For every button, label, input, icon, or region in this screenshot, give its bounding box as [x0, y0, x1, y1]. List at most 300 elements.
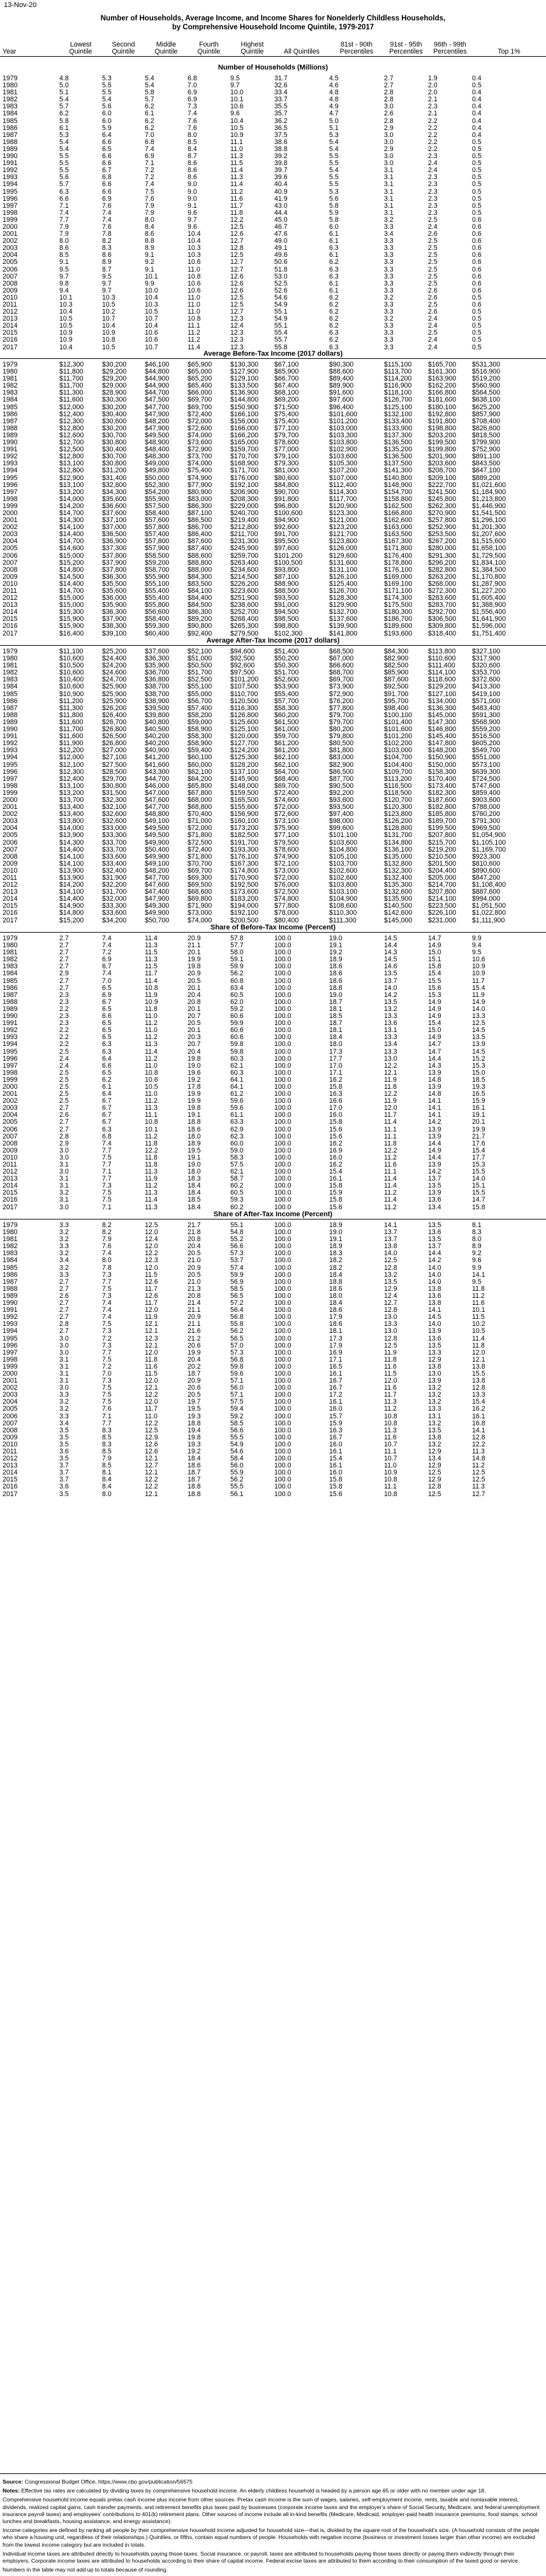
year-cell: 1982	[3, 1243, 18, 1251]
value-cell: 20.9	[188, 1378, 201, 1385]
table-row	[0, 588, 546, 595]
value-cell: $171,100	[384, 588, 413, 595]
value-cell: 3.2	[59, 1406, 69, 1413]
value-cell: 100.0	[274, 1034, 291, 1042]
value-cell: $123,300	[329, 509, 358, 517]
value-cell: $135,300	[384, 882, 413, 889]
value-cell: $204,400	[428, 867, 457, 875]
value-cell: $76,000	[274, 882, 299, 889]
value-cell: 11.4	[230, 167, 243, 175]
value-cell: $114,200	[384, 375, 412, 383]
value-cell: $638,100	[472, 397, 501, 404]
value-cell: 100.0	[274, 1182, 291, 1190]
value-cell: 3.7	[59, 1476, 69, 1484]
value-cell: $168,900	[230, 460, 259, 468]
note-paragraph: Individual income taxes are attributed directly to households paying those taxes. Social insurance, or payroll, taxes are attributed to households paying those taxes directly or paying them indirectly through their employers. Corporate income taxes are attributed to households according to their share of capital income. Federal excise taxes are attributed to them according to their consumption of the taxed good or service.	[3, 2550, 520, 2565]
year-cell: 2010	[3, 1154, 18, 1161]
value-cell: $36,500	[102, 531, 127, 539]
year-cell: 2007	[3, 846, 18, 854]
value-cell: 13.5	[428, 1222, 441, 1229]
value-cell: 11.3	[145, 1168, 158, 1176]
value-cell: $27,500	[102, 761, 127, 769]
value-cell: $890,600	[472, 867, 501, 875]
value-cell: 3.3	[384, 302, 394, 309]
value-cell: 8.3	[102, 245, 112, 252]
value-cell: 21.0	[188, 1257, 201, 1265]
value-cell: 11.7	[384, 1392, 397, 1399]
value-cell: $64,200	[188, 775, 212, 783]
value-cell: 7.4	[102, 935, 112, 942]
value-cell: $14,100	[59, 524, 84, 532]
year-cell: 1999	[3, 1363, 18, 1371]
value-cell: 13.9	[428, 1161, 441, 1168]
value-cell: 62.1	[230, 1168, 244, 1176]
value-cell: 3.3	[384, 259, 394, 266]
value-cell: 14.4	[428, 1140, 441, 1147]
value-cell: 13.8	[472, 1378, 485, 1385]
value-cell: 15.3	[428, 991, 441, 999]
value-cell: 7.5	[145, 188, 154, 196]
value-cell: 100.0	[274, 1406, 291, 1413]
value-cell: 3.3	[384, 238, 394, 245]
value-cell: $132,100	[384, 411, 413, 418]
value-cell: 11.2	[384, 1406, 397, 1413]
value-cell: 100.0	[274, 1055, 291, 1063]
value-cell: 54.6	[230, 1448, 244, 1455]
value-cell: 11.4	[384, 1182, 397, 1190]
year-cell: 2001	[3, 804, 18, 811]
value-cell: $60,100	[188, 754, 212, 762]
value-cell: $14,600	[59, 545, 84, 553]
value-cell: 10.6	[145, 337, 158, 344]
value-cell: 19.5	[188, 1147, 201, 1154]
value-cell: 10.3	[145, 302, 158, 309]
value-cell: 12.6	[230, 231, 244, 238]
value-cell: $185,800	[428, 811, 457, 819]
value-cell: $15,000	[59, 602, 84, 609]
value-cell: $59,300	[145, 623, 170, 630]
year-cell: 1984	[3, 110, 18, 118]
year-cell: 1991	[3, 733, 18, 741]
value-cell: $141,300	[384, 467, 413, 475]
value-cell: $10,400	[59, 676, 84, 684]
value-cell: 12.0	[472, 1349, 485, 1357]
year-cell: 1999	[3, 502, 18, 510]
value-cell: $87,400	[188, 545, 212, 553]
value-cell: 0.4	[472, 124, 482, 132]
value-cell: 14.5	[472, 1027, 485, 1035]
value-cell: $75,400	[188, 467, 212, 475]
value-cell: $125,100	[384, 404, 413, 411]
value-cell: 5.5	[59, 153, 69, 161]
year-cell: 1989	[3, 1005, 18, 1013]
value-cell: 21.1	[188, 942, 201, 950]
value-cell: 5.5	[102, 82, 112, 90]
value-cell: 5.8	[329, 216, 339, 224]
value-cell: 100.0	[274, 949, 291, 957]
value-cell: $72,100	[274, 860, 299, 868]
value-cell: 13.5	[384, 1278, 397, 1286]
value-cell: $11,300	[59, 389, 84, 397]
year-cell: 2016	[3, 337, 18, 344]
value-cell: 10.8	[384, 1413, 397, 1420]
value-cell: 15.8	[329, 1083, 343, 1091]
year-cell: 1984	[3, 1257, 18, 1265]
value-cell: 7.7	[102, 1161, 112, 1168]
value-cell: $12,300	[59, 361, 84, 368]
table-row	[0, 110, 546, 117]
value-cell: 100.0	[274, 1020, 291, 1028]
value-cell: 14.0	[428, 1264, 441, 1272]
value-cell: 18.4	[188, 1455, 201, 1463]
value-cell: $105,300	[329, 460, 358, 468]
value-cell: 5.7	[59, 181, 69, 189]
year-cell: 2002	[3, 1385, 18, 1392]
value-cell: 2.2	[428, 117, 438, 125]
year-cell: 2009	[3, 1147, 18, 1154]
value-cell: 17.6	[472, 1140, 485, 1147]
value-cell: $146,800	[428, 726, 457, 734]
table-row	[0, 1357, 546, 1364]
value-cell: $1,384,500	[472, 566, 506, 574]
value-cell: $31,500	[102, 789, 127, 797]
value-cell: 60.0	[230, 1140, 244, 1147]
value-cell: 0.5	[472, 323, 482, 330]
value-cell: 2.8	[59, 1133, 69, 1140]
table-row	[0, 453, 546, 460]
table-row	[0, 1279, 546, 1286]
value-cell: $234,600	[230, 566, 259, 574]
value-cell: $176,100	[384, 566, 413, 574]
value-cell: 11.0	[145, 1091, 158, 1098]
value-cell: $82,900	[329, 761, 354, 769]
value-cell: $38,900	[145, 697, 170, 705]
value-cell: $120,900	[329, 502, 358, 510]
value-cell: 3.1	[59, 1356, 69, 1364]
value-cell: $33,300	[102, 832, 127, 840]
year-cell: 2001	[3, 1091, 18, 1098]
value-cell: 11.2	[145, 1098, 158, 1105]
value-cell: 2.8	[384, 117, 394, 125]
table-row	[0, 818, 546, 825]
value-cell: $170,700	[230, 453, 259, 461]
table-row	[0, 889, 546, 896]
value-cell: 11.8	[384, 1140, 397, 1147]
value-cell: 12.5	[145, 1222, 158, 1229]
table-row	[0, 1229, 546, 1236]
value-cell: $33,300	[102, 903, 127, 910]
value-cell: 18.3	[329, 1250, 343, 1258]
value-cell: 15.3	[472, 1161, 485, 1168]
value-cell: $31,400	[102, 474, 127, 482]
value-cell: 16.0	[329, 1154, 343, 1161]
value-cell: 11.1	[384, 1126, 397, 1133]
value-cell: $111,300	[329, 917, 357, 924]
value-cell: 3.0	[59, 1342, 69, 1350]
value-cell: $10,600	[59, 669, 84, 677]
value-cell: $84,100	[188, 588, 212, 595]
value-cell: $72,900	[188, 446, 212, 454]
value-cell: 6.2	[329, 302, 339, 309]
sources-and-notes	[3, 2478, 542, 2575]
table-row	[0, 1265, 546, 1272]
value-cell: $193,300	[230, 846, 259, 854]
value-cell: $13,100	[59, 481, 84, 489]
value-cell: 18.9	[329, 1243, 343, 1251]
value-cell: $72,400	[188, 411, 212, 418]
value-cell: 54.9	[274, 302, 288, 309]
value-cell: 6.0	[329, 223, 339, 231]
value-cell: 12.8	[472, 1385, 485, 1392]
value-cell: 7.5	[102, 1285, 112, 1293]
value-cell: $145,000	[384, 917, 413, 924]
table-row	[0, 754, 546, 761]
value-cell: 13.1	[428, 1413, 441, 1420]
value-cell: 2.7	[59, 963, 69, 971]
year-cell: 1998	[3, 782, 18, 790]
value-cell: 8.3	[472, 1229, 482, 1237]
value-cell: $1,111,900	[472, 917, 505, 924]
year-cell: 2009	[3, 287, 18, 295]
table-row	[0, 252, 546, 259]
value-cell: $100,500	[274, 559, 303, 567]
value-cell: $62,100	[274, 761, 299, 769]
value-cell: $97,600	[329, 397, 354, 404]
value-cell: 14.5	[428, 1314, 441, 1321]
year-cell: 1985	[3, 977, 18, 985]
value-cell: 100.0	[274, 1342, 291, 1350]
year-cell: 2011	[3, 875, 17, 882]
value-cell: $58,400	[145, 616, 170, 623]
value-cell: $87,600	[188, 538, 212, 546]
table-row	[0, 963, 546, 970]
value-cell: 15.4	[428, 970, 441, 978]
value-cell: $29,200	[102, 368, 127, 376]
value-cell: 6.9	[188, 96, 197, 104]
table-row	[0, 581, 546, 588]
value-cell: 56.5	[230, 1335, 244, 1343]
value-cell: 12.4	[384, 1292, 397, 1300]
value-cell: $11,700	[59, 375, 84, 383]
value-cell: 14.0	[472, 1005, 485, 1013]
value-cell: $95,700	[384, 697, 409, 705]
table-row	[0, 970, 546, 977]
value-cell: 20.7	[188, 1041, 201, 1049]
table-row	[0, 903, 546, 910]
value-cell: $267,200	[428, 538, 457, 546]
value-cell: $10,500	[59, 662, 84, 670]
value-cell: 3.4	[59, 1420, 69, 1427]
value-cell: 2.6	[59, 1292, 69, 1300]
value-cell: 9.5	[472, 949, 482, 957]
value-cell: 10.3	[102, 294, 115, 302]
value-cell: 0.5	[472, 181, 482, 189]
value-cell: 10.7	[102, 316, 115, 323]
value-cell: $72,500	[188, 839, 212, 847]
value-cell: $55,900	[145, 495, 170, 503]
year-cell: 2012	[3, 1455, 18, 1463]
value-cell: 19.3	[188, 1413, 201, 1420]
value-cell: 55.9	[230, 1469, 244, 1477]
value-cell: 3.6	[59, 1448, 69, 1455]
value-cell: 8.4	[145, 223, 154, 231]
value-cell: $44,800	[145, 368, 170, 376]
value-cell: 8.0	[102, 1257, 112, 1265]
table-row	[0, 89, 546, 96]
value-cell: 54.9	[230, 1441, 244, 1448]
value-cell: $72,900	[329, 690, 354, 698]
value-cell: $101,200	[230, 676, 259, 684]
value-cell: $272,300	[428, 588, 457, 595]
value-cell: 100.0	[274, 1378, 291, 1385]
value-cell: $101,400	[384, 718, 413, 726]
value-cell: 59.8	[230, 1041, 244, 1049]
value-cell: 2.4	[59, 1055, 69, 1063]
table-row	[0, 683, 546, 690]
value-cell: $15,000	[59, 552, 84, 560]
value-cell: 13.5	[428, 1342, 441, 1350]
table-row	[0, 776, 546, 783]
table-row	[0, 467, 546, 474]
value-cell: $84,400	[188, 595, 212, 602]
table-row	[0, 747, 546, 754]
value-cell: 10.0	[230, 89, 244, 97]
value-cell: 2.1	[428, 110, 438, 118]
value-cell: $83,000	[188, 495, 212, 503]
table-row	[0, 1364, 546, 1371]
value-cell: $140,800	[384, 474, 413, 482]
value-cell: $37,600	[102, 509, 127, 517]
value-cell: 12.3	[230, 337, 244, 344]
value-cell: $282,800	[428, 566, 457, 574]
value-cell: 12.8	[384, 1335, 397, 1343]
notes-line	[3, 2487, 542, 2494]
value-cell: 2.5	[428, 238, 438, 245]
value-cell: 3.4	[59, 1257, 69, 1265]
value-cell: 61.1	[230, 1112, 244, 1119]
year-cell: 1996	[3, 195, 18, 203]
value-cell: $26,800	[102, 726, 127, 734]
value-cell: 10.8	[188, 273, 201, 280]
value-cell: $69,700	[188, 867, 212, 875]
value-cell: 3.5	[59, 1427, 69, 1434]
year-cell: 2005	[3, 832, 18, 840]
value-cell: $24,600	[102, 669, 127, 677]
value-cell: $136,100	[384, 846, 413, 854]
value-cell: 2.3	[59, 991, 69, 999]
value-cell: 0.5	[472, 145, 482, 153]
value-cell: 100.0	[274, 956, 291, 964]
year-cell: 1983	[3, 676, 18, 684]
value-cell: $30,400	[102, 411, 127, 418]
value-cell: 10.3	[59, 302, 73, 309]
value-cell: 56.5	[230, 1292, 244, 1300]
value-cell: $265,300	[230, 623, 259, 630]
value-cell: $44,700	[145, 775, 170, 783]
value-cell: 12.8	[384, 1307, 397, 1314]
value-cell: $203,200	[428, 432, 457, 439]
value-cell: $55,400	[145, 595, 170, 602]
value-cell: 12.3	[230, 330, 244, 337]
value-cell: $12,300	[59, 768, 84, 776]
value-cell: 100.0	[274, 1420, 291, 1427]
value-cell: $708,400	[472, 418, 501, 425]
value-cell: 12.1	[145, 1342, 158, 1350]
value-cell: $101,200	[274, 552, 303, 560]
value-cell: $120,500	[230, 697, 259, 705]
value-cell: 7.6	[102, 1406, 112, 1413]
value-cell: 3.2	[59, 1399, 69, 1406]
table-row	[0, 425, 546, 432]
value-cell: $129,100	[230, 375, 259, 383]
year-cell: 1987	[3, 1278, 18, 1286]
value-cell: 100.0	[274, 1257, 291, 1265]
value-cell: $241,500	[428, 488, 457, 496]
value-cell: 54.6	[274, 294, 288, 302]
header-row	[0, 36, 546, 55]
table-row	[0, 999, 546, 1006]
title-line-2: by Comprehensive Household Income Quintile, 1979-2017	[172, 24, 374, 31]
table-row	[0, 174, 546, 181]
value-cell: 6.3	[329, 273, 339, 280]
value-cell: $14,100	[59, 889, 84, 896]
value-cell: 21.2	[188, 1335, 201, 1343]
value-cell: 10.1	[59, 294, 73, 302]
value-cell: $104,800	[329, 846, 358, 854]
year-cell: 2016	[3, 1197, 18, 1204]
value-cell: 21.6	[188, 1328, 201, 1335]
value-cell: 0.5	[472, 316, 482, 323]
value-cell: $791,300	[472, 818, 501, 826]
value-cell: 7.4	[102, 209, 112, 217]
value-cell: 36.5	[274, 124, 288, 132]
value-cell: 8.1	[472, 1222, 482, 1229]
value-cell: 3.2	[59, 1190, 69, 1197]
value-cell: 8.5	[59, 252, 69, 259]
value-cell: 56.2	[230, 1328, 244, 1335]
value-cell: 12.5	[384, 1342, 397, 1350]
value-cell: $37,900	[102, 616, 127, 623]
value-cell: 12.5	[384, 1257, 397, 1265]
value-cell: $155,600	[230, 804, 259, 811]
value-cell: 6.2	[329, 309, 339, 316]
year-cell: 2007	[3, 559, 18, 567]
value-cell: $186,700	[384, 616, 413, 623]
year-cell: 1996	[3, 1342, 18, 1350]
value-cell: $147,800	[428, 740, 457, 748]
table-row	[0, 217, 546, 224]
value-cell: 11.8	[384, 1083, 397, 1091]
year-cell: 1983	[3, 103, 18, 111]
value-cell: $199,500	[428, 439, 457, 447]
value-cell: $71,800	[188, 832, 212, 840]
value-cell: 100.0	[274, 1222, 291, 1229]
value-cell: $156,900	[230, 811, 259, 819]
value-cell: 19.1	[188, 1154, 201, 1161]
value-cell: $74,000	[188, 460, 212, 468]
value-cell: $50,500	[188, 662, 212, 670]
value-cell: 7.8	[102, 1264, 112, 1272]
year-cell: 1992	[3, 740, 18, 748]
value-cell: 5.1	[59, 89, 69, 97]
value-cell: $238,600	[230, 602, 259, 609]
value-cell: 52.5	[274, 280, 288, 287]
value-cell: 12.4	[230, 323, 244, 330]
value-cell: 17.7	[329, 1055, 343, 1063]
value-cell: $13,100	[59, 460, 84, 468]
value-cell: 6.5	[102, 984, 112, 992]
table-row	[0, 553, 546, 560]
